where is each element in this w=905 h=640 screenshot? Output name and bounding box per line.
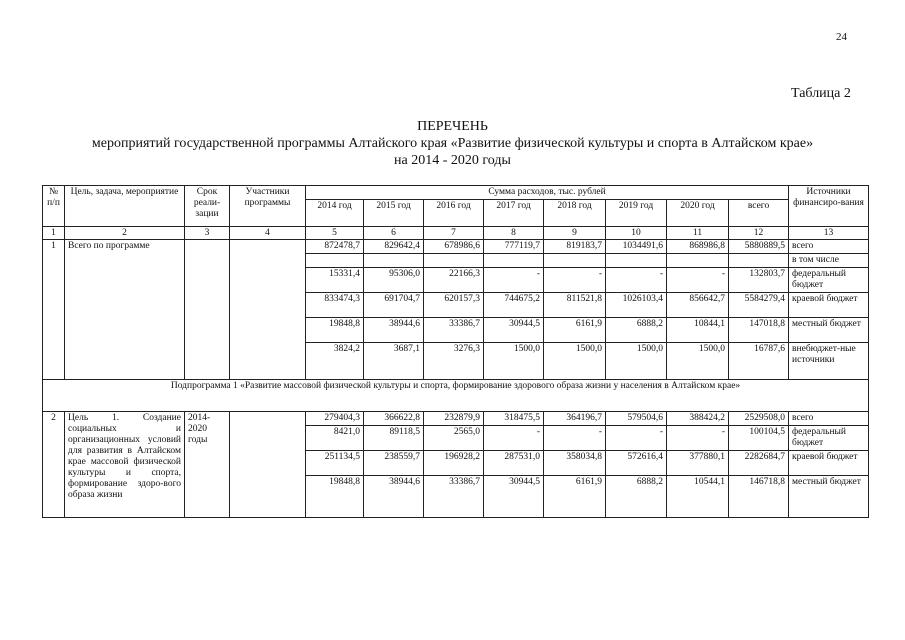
value-total: 16787,6: [729, 343, 789, 380]
funding-source: в том числе: [789, 254, 869, 268]
value-total: 2282684,7: [729, 451, 789, 476]
page-number: 24: [836, 31, 847, 43]
value-year: 6161,9: [544, 318, 606, 343]
value-year: 19848,8: [306, 318, 364, 343]
row-participants: [230, 412, 306, 518]
funding-source: всего: [789, 412, 869, 426]
value-year: [484, 254, 544, 268]
header-year-2017: 2017 год: [484, 200, 544, 227]
header-year-2020: 2020 год: [667, 200, 729, 227]
value-year: 811521,8: [544, 293, 606, 318]
row-number: 1: [43, 240, 65, 380]
value-year: 366622,8: [364, 412, 424, 426]
value-total: 5584279,4: [729, 293, 789, 318]
col-number: 1: [43, 227, 65, 240]
value-year: [306, 254, 364, 268]
value-year: 3687,1: [364, 343, 424, 380]
header-year-2019: 2019 год: [606, 200, 667, 227]
value-year: 620157,3: [424, 293, 484, 318]
value-year: 691704,7: [364, 293, 424, 318]
value-year: 1500,0: [544, 343, 606, 380]
value-year: 6888,2: [606, 476, 667, 518]
header-year-2014: 2014 год: [306, 200, 364, 227]
value-year: 872478,7: [306, 240, 364, 254]
value-year: 1500,0: [606, 343, 667, 380]
value-year: 33386,7: [424, 476, 484, 518]
header-year-2015: 2015 год: [364, 200, 424, 227]
goal-1-block: [43, 412, 869, 518]
col-number: 7: [424, 227, 484, 240]
value-total: [729, 254, 789, 268]
value-year: -: [667, 268, 729, 293]
value-year: 196928,2: [424, 451, 484, 476]
value-year: 1500,0: [667, 343, 729, 380]
value-year: 388424,2: [667, 412, 729, 426]
value-year: -: [484, 426, 544, 451]
value-total: 146718,8: [729, 476, 789, 518]
header-term: Срок реали-зации: [185, 186, 230, 227]
funding-source: внебюджет-ные источники: [789, 343, 869, 380]
value-year: 22166,3: [424, 268, 484, 293]
header-participants: Участники программы: [230, 186, 306, 227]
value-year: 19848,8: [306, 476, 364, 518]
value-year: 744675,2: [484, 293, 544, 318]
value-year: 833474,3: [306, 293, 364, 318]
value-year: 364196,7: [544, 412, 606, 426]
value-year: 287531,0: [484, 451, 544, 476]
header-year-2018: 2018 год: [544, 200, 606, 227]
funding-source: краевой бюджет: [789, 293, 869, 318]
value-year: [364, 254, 424, 268]
value-year: 358034,8: [544, 451, 606, 476]
col-number: 6: [364, 227, 424, 240]
header-goal: Цель, задача, мероприятие: [65, 186, 185, 227]
funding-source: федеральный бюджет: [789, 268, 869, 293]
value-year: 279404,3: [306, 412, 364, 426]
value-year: 251134,5: [306, 451, 364, 476]
col-number: 8: [484, 227, 544, 240]
col-number: 2: [65, 227, 185, 240]
value-total: 147018,8: [729, 318, 789, 343]
value-year: 3276,3: [424, 343, 484, 380]
value-year: 829642,4: [364, 240, 424, 254]
header-num: № п/п: [43, 186, 65, 227]
funding-source: федеральный бюджет: [789, 426, 869, 451]
title-line-1: ПЕРЕЧЕНЬ: [417, 119, 488, 134]
col-number: 4: [230, 227, 306, 240]
subprogram-block: [43, 380, 869, 412]
value-total: 132803,7: [729, 268, 789, 293]
value-year: 30944,5: [484, 318, 544, 343]
value-year: -: [484, 268, 544, 293]
funding-source: местный бюджет: [789, 318, 869, 343]
funding-source: местный бюджет: [789, 476, 869, 518]
col-number: 11: [667, 227, 729, 240]
value-year: 10844,1: [667, 318, 729, 343]
row-name: Цель 1. Создание социальных и организационных условий для развития в Алтайском крае массовой физической культуры и спорта, формирование здоро-вого образа жизни: [65, 412, 185, 518]
col-number: 3: [185, 227, 230, 240]
column-numbers-row: [43, 227, 869, 240]
title-line-2: мероприятий государственной программы Алтайского края «Развитие физической культуры и спорта в Алтайском крае»: [91, 136, 814, 151]
row-term: 2014-2020 годы: [185, 412, 230, 518]
header-total: всего: [729, 200, 789, 227]
value-year: -: [544, 426, 606, 451]
value-year: 377880,1: [667, 451, 729, 476]
col-number: 13: [789, 227, 869, 240]
document-title: [0, 118, 905, 169]
col-number: 10: [606, 227, 667, 240]
value-year: 6161,9: [544, 476, 606, 518]
table-row: [43, 240, 869, 254]
value-year: 856642,7: [667, 293, 729, 318]
value-total: 5880889,5: [729, 240, 789, 254]
funding-source: всего: [789, 240, 869, 254]
value-year: 1500,0: [484, 343, 544, 380]
table-header: [43, 186, 869, 240]
value-year: 89118,5: [364, 426, 424, 451]
col-number: 12: [729, 227, 789, 240]
table-row: [43, 412, 869, 426]
value-year: 6888,2: [606, 318, 667, 343]
row-participants: [230, 240, 306, 380]
header-sum: Сумма расходов, тыс. рублей: [306, 186, 789, 200]
row-term: [185, 240, 230, 380]
expenditure-table: [42, 185, 869, 518]
value-year: 572616,4: [606, 451, 667, 476]
title-line-3: на 2014 - 2020 годы: [394, 153, 511, 168]
value-total: 100104,5: [729, 426, 789, 451]
funding-source: краевой бюджет: [789, 451, 869, 476]
value-year: 579504,6: [606, 412, 667, 426]
value-year: [667, 254, 729, 268]
value-year: [606, 254, 667, 268]
value-year: 8421,0: [306, 426, 364, 451]
value-year: 1026103,4: [606, 293, 667, 318]
value-year: 38944,6: [364, 318, 424, 343]
value-year: [424, 254, 484, 268]
value-year: 678986,6: [424, 240, 484, 254]
value-year: 33386,7: [424, 318, 484, 343]
value-year: [544, 254, 606, 268]
row-number: 2: [43, 412, 65, 518]
value-year: 15331,4: [306, 268, 364, 293]
program-total-block: [43, 240, 869, 380]
value-year: 777119,7: [484, 240, 544, 254]
value-year: -: [544, 268, 606, 293]
value-year: 38944,6: [364, 476, 424, 518]
value-year: 3824,2: [306, 343, 364, 380]
value-year: -: [606, 426, 667, 451]
header-year-2016: 2016 год: [424, 200, 484, 227]
value-year: 95306,0: [364, 268, 424, 293]
value-year: 2565,0: [424, 426, 484, 451]
table-label: Таблица 2: [791, 86, 851, 101]
col-number: 5: [306, 227, 364, 240]
subprogram-title: Подпрограмма 1 «Развитие массовой физической культуры и спорта, формирование здорового образа жизни у населения в Алтайском крае»: [43, 380, 869, 412]
value-year: 238559,7: [364, 451, 424, 476]
value-year: 30944,5: [484, 476, 544, 518]
value-year: -: [606, 268, 667, 293]
value-year: 10544,1: [667, 476, 729, 518]
value-year: 232879,9: [424, 412, 484, 426]
value-year: 819183,7: [544, 240, 606, 254]
row-name: Всего по программе: [65, 240, 185, 380]
value-year: 868986,8: [667, 240, 729, 254]
value-year: 318475,5: [484, 412, 544, 426]
header-sources: Источники финансиро-вания: [789, 186, 869, 227]
value-total: 2529508,0: [729, 412, 789, 426]
value-year: 1034491,6: [606, 240, 667, 254]
col-number: 9: [544, 227, 606, 240]
value-year: -: [667, 426, 729, 451]
